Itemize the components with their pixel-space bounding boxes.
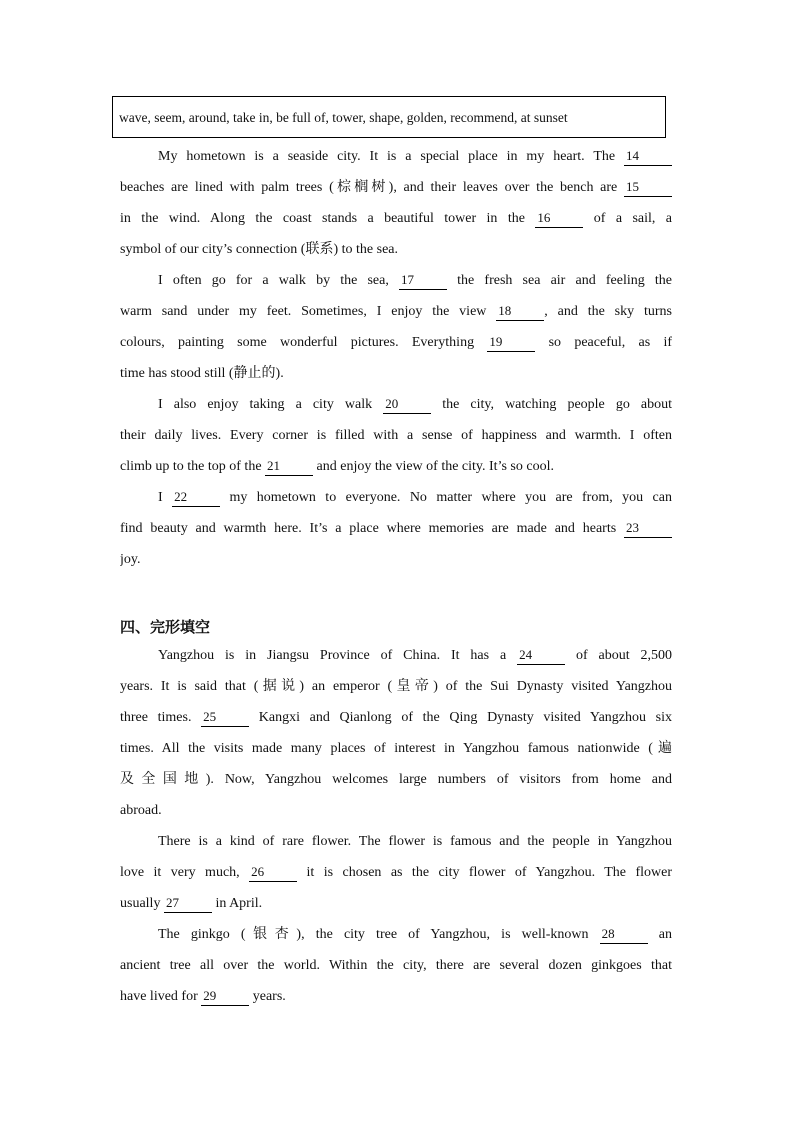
text-line bbox=[120, 888, 672, 919]
text-line bbox=[120, 482, 672, 513]
line-text: Kangxi and Qianlong of the Qing Dynasty visited Yangzhou six bbox=[249, 710, 672, 725]
line-text: find beauty and warmth here. It’s a place where memories are made and hearts bbox=[120, 521, 624, 536]
line-text: , and the sky turns bbox=[544, 304, 672, 319]
text-line bbox=[120, 702, 672, 733]
word-bank-box bbox=[112, 96, 666, 138]
line-text: times. All the visits made many places of interest in Yangzhou famous nationwide (遍 bbox=[120, 741, 672, 756]
line-text: the fresh sea air and feeling the bbox=[447, 273, 672, 288]
line-text: three times. bbox=[120, 710, 202, 725]
text-line bbox=[120, 733, 672, 764]
line-text: and enjoy the view of the city. It’s so cool. bbox=[313, 459, 554, 474]
answer-blank-17[interactable]: 17 bbox=[399, 271, 447, 290]
answer-blank-19[interactable]: 19 bbox=[487, 333, 535, 352]
text-line bbox=[120, 826, 672, 857]
line-text: years. bbox=[249, 989, 286, 1004]
text-line bbox=[120, 857, 672, 888]
line-text: My hometown is a seaside city. It is a special place in my heart. The bbox=[158, 149, 624, 164]
line-text: I also enjoy taking a city walk bbox=[158, 397, 384, 412]
text-line bbox=[120, 919, 672, 950]
answer-blank-24[interactable]: 24 bbox=[517, 646, 565, 665]
line-text: 及全国地). Now, Yangzhou welcomes large numbers of visitors from home and bbox=[120, 772, 672, 787]
answer-blank-23[interactable]: 23 bbox=[624, 519, 672, 538]
line-text: my hometown to everyone. No matter where you are from, you can bbox=[220, 490, 672, 505]
line-text: time has stood still (静止的). bbox=[120, 366, 284, 381]
text-line bbox=[120, 141, 672, 172]
answer-blank-14[interactable]: 14 bbox=[624, 147, 672, 166]
answer-blank-27[interactable]: 27 bbox=[164, 894, 212, 913]
text-line bbox=[120, 358, 672, 389]
line-text: I often go for a walk by the sea, bbox=[158, 273, 400, 288]
answer-blank-16[interactable]: 16 bbox=[535, 209, 583, 228]
line-text: colours, painting some wonderful pictures. Everything bbox=[120, 335, 488, 350]
line-text: abroad. bbox=[120, 803, 162, 818]
line-text: it is chosen as the city flower of Yangzhou. The flower bbox=[297, 865, 672, 880]
text-line bbox=[120, 981, 672, 1012]
answer-blank-28[interactable]: 28 bbox=[600, 925, 648, 944]
text-line bbox=[120, 420, 672, 451]
line-text: beaches are lined with palm trees (棕榈树), and their leaves over the bench are bbox=[120, 180, 624, 195]
line-text: in April. bbox=[211, 896, 263, 911]
answer-blank-26[interactable]: 26 bbox=[249, 863, 297, 882]
text-line bbox=[120, 327, 672, 358]
answer-blank-18[interactable]: 18 bbox=[496, 302, 544, 321]
passage-a bbox=[120, 141, 672, 575]
text-line bbox=[120, 513, 672, 544]
line-text: Yangzhou is in Jiangsu Province of China. It has a bbox=[158, 648, 518, 663]
answer-blank-22[interactable]: 22 bbox=[172, 488, 220, 507]
answer-blank-15[interactable]: 15 bbox=[624, 178, 672, 197]
line-text: years. It is said that (据说) an emperor (皇帝) of the Sui Dynasty visited Yangzhou bbox=[120, 679, 672, 694]
answer-blank-21[interactable]: 21 bbox=[265, 457, 313, 476]
text-line bbox=[120, 296, 672, 327]
line-text: usually bbox=[120, 896, 164, 911]
text-line bbox=[120, 640, 672, 671]
word-bank-text: wave, seem, around, take in, be full of, tower, shape, golden, recommend, at sunset bbox=[119, 110, 568, 125]
passage-b bbox=[120, 640, 672, 1012]
line-text: There is a kind of rare flower. The flower is famous and the people in Yangzhou bbox=[158, 834, 672, 849]
line-text: warm sand under my feet. Sometimes, I enjoy the view bbox=[120, 304, 497, 319]
section-heading: 四、完形填空 bbox=[120, 618, 211, 636]
line-text: their daily lives. Every corner is filled with a sense of happiness and warmth. I often bbox=[120, 428, 672, 443]
text-line bbox=[120, 265, 672, 296]
text-line bbox=[120, 234, 672, 265]
text-line bbox=[120, 950, 672, 981]
text-line bbox=[120, 451, 672, 482]
text-line bbox=[120, 203, 672, 234]
line-text: I bbox=[158, 490, 173, 505]
line-text: joy. bbox=[120, 552, 141, 567]
answer-blank-20[interactable]: 20 bbox=[383, 395, 431, 414]
text-line bbox=[120, 389, 672, 420]
text-line bbox=[120, 795, 672, 826]
line-text: an bbox=[647, 927, 672, 942]
line-text: of a sail, a bbox=[583, 211, 672, 226]
line-text: symbol of our city’s connection (联系) to the sea. bbox=[120, 242, 398, 257]
line-text: the city, watching people go about bbox=[431, 397, 672, 412]
answer-blank-25[interactable]: 25 bbox=[201, 708, 249, 727]
line-text: of about 2,500 bbox=[565, 648, 672, 663]
line-text: have lived for bbox=[120, 989, 202, 1004]
text-line bbox=[120, 544, 672, 575]
text-line bbox=[120, 172, 672, 203]
line-text: climb up to the top of the bbox=[120, 459, 266, 474]
answer-blank-29[interactable]: 29 bbox=[201, 987, 249, 1006]
line-text: The ginkgo (银杏), the city tree of Yangzhou, is well-known bbox=[158, 927, 600, 942]
line-text: in the wind. Along the coast stands a beautiful tower in the bbox=[120, 211, 536, 226]
text-line bbox=[120, 671, 672, 702]
line-text: ancient tree all over the world. Within the city, there are several dozen ginkgoes that bbox=[120, 958, 672, 973]
line-text: love it very much, bbox=[120, 865, 250, 880]
text-line bbox=[120, 764, 672, 795]
line-text: so peaceful, as if bbox=[535, 335, 672, 350]
